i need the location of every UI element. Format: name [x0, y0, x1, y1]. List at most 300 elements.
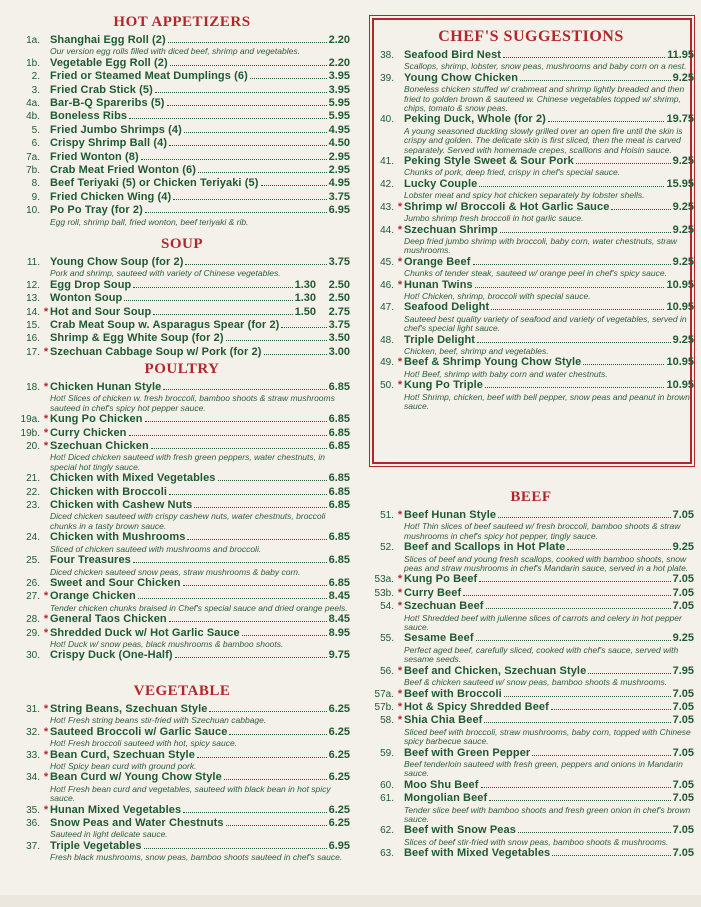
menu-item: [368, 587, 694, 600]
dot-leader: [184, 132, 327, 133]
dot-leader: [209, 711, 326, 712]
menu-item-row: [368, 573, 694, 586]
item-name: String Beans, Szechuan Style: [50, 703, 208, 715]
spicy-marker: *: [43, 613, 49, 626]
menu-item: [368, 847, 694, 860]
item-price: 7.05: [672, 778, 694, 791]
item-price: 4.95: [328, 123, 350, 136]
item-price: 7.05: [672, 586, 694, 599]
dot-leader: [281, 327, 326, 328]
item-price: 15.95: [666, 177, 694, 190]
item-name: Orange Beef: [404, 255, 471, 268]
menu-item: [368, 665, 694, 688]
menu-item-row: [14, 110, 350, 123]
dot-leader: [129, 118, 326, 119]
item-name: Chicken Hunan Style: [50, 381, 162, 393]
dot-leader: [463, 595, 670, 596]
item-name: Fried Crab Stick (5): [50, 83, 153, 96]
item-name: Shia Chia Beef: [404, 714, 483, 727]
item-name: Sesame Beef: [404, 632, 474, 645]
item-price: 6.85: [328, 472, 350, 485]
item-name: Beef with Broccoli: [404, 687, 502, 700]
menu-item-row: [14, 590, 350, 603]
item-number: 58.: [380, 715, 394, 727]
menu-item: [368, 72, 694, 114]
item-price: 3.00: [328, 345, 350, 358]
menu-item-row: [368, 632, 694, 645]
item-name: Hunan Mixed Vegetables: [50, 803, 182, 816]
item-name: Mongolian Beef: [404, 792, 488, 805]
item-price: 6.25: [328, 725, 350, 738]
menu-item: [14, 346, 350, 359]
menu-item: [368, 224, 694, 256]
menu-item: [14, 292, 350, 305]
item-description: Hot! Shredded beef with julienne slices of carrots and celery in hot pepper sauce.: [404, 612, 682, 633]
dot-leader: [498, 517, 671, 518]
item-name: Chicken with Cashew Nuts: [50, 499, 193, 512]
item-description: Slices of beef stir-fried with snow peas, bamboo shoots & mushrooms.: [404, 836, 669, 847]
menu-item-row: [14, 177, 350, 190]
menu-item: [368, 379, 694, 411]
item-number: 63.: [380, 848, 394, 860]
item-number: 7a.: [26, 151, 40, 163]
menu-item: [14, 151, 350, 164]
item-name: Fried Wonton (8): [50, 150, 139, 163]
item-price: 6.85: [328, 499, 350, 512]
item-number: 39.: [380, 72, 394, 84]
section-title: SOUP: [160, 236, 203, 252]
item-price: 9.25: [672, 632, 694, 645]
menu-item-row: [368, 824, 694, 837]
item-name: Szechuan Shrimp: [404, 223, 498, 236]
item-price: 7.05: [672, 509, 694, 521]
item-price: 2.50: [328, 292, 350, 305]
item-name: Fried or Steamed Meat Dumplings (6): [50, 70, 248, 83]
menu-item: [14, 70, 350, 83]
menu-item-row: [14, 292, 350, 305]
item-number: 38.: [380, 50, 394, 61]
spicy-marker: *: [397, 700, 403, 713]
menu-item: [14, 124, 350, 137]
item-number: 13.: [26, 293, 40, 305]
dot-leader: [226, 340, 327, 341]
item-number: 5.: [31, 124, 40, 136]
dot-leader: [153, 314, 292, 315]
item-price: 6.85: [328, 485, 350, 498]
menu-item: [14, 84, 350, 97]
menu-item-row: [14, 440, 350, 453]
spicy-marker: *: [43, 703, 49, 715]
dot-leader: [183, 585, 327, 586]
item-price: 19.75: [666, 113, 694, 126]
menu-item-row: [14, 554, 350, 567]
spicy-marker: *: [43, 626, 49, 639]
spicy-marker: *: [43, 590, 49, 603]
section-title: HOT APPETIZERS: [113, 14, 251, 30]
item-description: Tender chicken chunks braised in Chef's special sauce and dried orange peels.: [50, 602, 348, 613]
item-price: 6.25: [328, 771, 350, 784]
item-price: 6.85: [328, 413, 350, 426]
menu-item: [14, 804, 350, 817]
menu-item: [14, 332, 350, 345]
menu-item: [14, 177, 350, 190]
item-description: Slices of beef and young fresh scallops, cooked with bamboo shoots, snow peas and straw mushrooms in chef's Mandarin sauce, served in a hot plate.: [404, 553, 689, 574]
dot-leader: [155, 92, 327, 93]
dot-leader: [552, 855, 670, 856]
item-number: 55.: [380, 633, 394, 645]
dot-leader: [145, 421, 327, 422]
spicy-marker: *: [43, 803, 49, 816]
item-price: 6.85: [328, 426, 350, 439]
dot-leader: [197, 757, 327, 758]
dot-leader: [169, 621, 327, 622]
item-price-small: 1.30: [294, 278, 316, 291]
menu-item-row: [14, 204, 350, 217]
dot-leader: [138, 598, 327, 599]
vegetable-section: [14, 683, 350, 863]
item-price: 6.85: [328, 554, 350, 567]
item-name: Orange Chicken: [50, 590, 136, 603]
menu-item: [368, 714, 694, 746]
menu-item: [368, 356, 694, 379]
item-number: 1b.: [26, 57, 40, 69]
menu-item-row: [14, 306, 350, 319]
item-price: 8.45: [328, 613, 350, 626]
dot-leader: [500, 232, 671, 233]
menu-item: [368, 573, 694, 586]
menu-item-row: [368, 688, 694, 701]
menu-item: [14, 319, 350, 332]
dot-leader: [163, 389, 326, 390]
menu-item-row: [368, 301, 694, 314]
item-price: 3.75: [328, 319, 350, 332]
item-price: 9.25: [672, 71, 694, 84]
dot-leader: [532, 755, 670, 756]
menu-item-row: [14, 70, 350, 83]
menu-item: [368, 113, 694, 155]
menu-item-row: [14, 381, 350, 394]
item-name: Chicken with Broccoli: [50, 485, 168, 498]
item-number: 27.: [26, 591, 40, 603]
item-name: Boneless Ribs: [50, 110, 128, 123]
menu-item-row: [14, 427, 350, 440]
item-price: 6.95: [328, 839, 350, 852]
menu-item: [14, 256, 350, 279]
menu-item-row: [14, 164, 350, 177]
spicy-marker: *: [397, 573, 403, 586]
item-price: 6.85: [328, 381, 350, 393]
item-name: Hot and Sour Soup: [50, 305, 152, 318]
item-number: 30.: [26, 650, 40, 662]
item-number: 42.: [380, 178, 394, 190]
item-name: Sweet and Sour Chicken: [50, 576, 181, 589]
dot-leader: [477, 342, 671, 343]
item-price: 3.95: [328, 83, 350, 96]
menu-item: [14, 749, 350, 772]
menu-item-row: [368, 714, 694, 727]
item-description: Hot! Fresh broccoli sauteed with hot, spicy sauce.: [50, 738, 238, 749]
menu-item: [14, 472, 350, 485]
menu-item-row: [14, 804, 350, 817]
menu-item-row: [368, 49, 694, 62]
dot-leader: [133, 287, 292, 288]
item-number: 53b.: [374, 587, 394, 599]
item-number: 7b.: [26, 165, 40, 177]
item-price: 7.05: [672, 714, 694, 727]
item-price: 7.95: [672, 664, 694, 677]
item-name: Curry Chicken: [50, 426, 127, 439]
spicy-marker: *: [397, 687, 403, 700]
dot-leader: [518, 832, 671, 833]
item-name: Kung Po Beef: [404, 573, 478, 586]
menu-item: [14, 306, 350, 319]
dot-leader: [504, 696, 671, 697]
menu-item: [14, 110, 350, 123]
menu-item-row: [368, 178, 694, 191]
item-number: 2.: [31, 71, 40, 83]
menu-item: [14, 726, 350, 749]
item-name: Peking Duck, Whole (for 2): [404, 113, 546, 126]
dot-leader: [151, 448, 327, 449]
dot-leader: [194, 507, 326, 508]
item-number: 44.: [380, 224, 394, 236]
item-price: 6.25: [328, 817, 350, 830]
menu-item-row: [14, 749, 350, 762]
item-name: Po Po Tray (for 2): [50, 204, 143, 217]
menu-item: [14, 137, 350, 150]
item-name: Bean Curd w/ Young Chow Style: [50, 771, 222, 784]
spicy-marker: *: [43, 305, 49, 318]
item-number: 53a.: [374, 574, 394, 586]
spicy-marker: *: [397, 664, 403, 677]
item-price: 9.25: [672, 255, 694, 268]
item-number: 12.: [26, 279, 40, 291]
item-name: Shrimp & Egg White Soup (for 2): [50, 332, 224, 345]
dot-leader: [144, 848, 327, 849]
item-description: Beef tenderloin sauteed with fresh green, peppers and onions in Mandarin sauce.: [404, 758, 683, 779]
item-number: 22.: [26, 486, 40, 498]
dot-leader: [170, 65, 327, 66]
item-price: 2.95: [328, 150, 350, 163]
dot-leader: [218, 480, 327, 481]
dot-leader: [481, 787, 671, 788]
item-number: 54.: [380, 601, 394, 613]
item-price: 9.25: [672, 223, 694, 236]
item-price: 2.50: [328, 278, 350, 291]
item-description: Hot! Duck w/ snow peas, black mushrooms & bamboo shoots.: [50, 638, 284, 649]
menu-item-row: [14, 279, 350, 292]
menu-item-row: [14, 256, 350, 269]
item-price: 6.25: [328, 703, 350, 715]
dot-leader: [473, 264, 671, 265]
item-price: 4.50: [328, 137, 350, 150]
dot-leader: [479, 581, 670, 582]
item-name: Crispy Shrimp Ball (4): [50, 137, 168, 150]
item-number: 1a.: [26, 35, 40, 46]
menu-item-row: [368, 201, 694, 214]
item-name: Chicken with Mixed Vegetables: [50, 472, 216, 485]
menu-item-row: [14, 472, 350, 485]
spicy-marker: *: [397, 223, 403, 236]
menu-item-row: [14, 319, 350, 332]
item-name: Snow Peas and Water Chestnuts: [50, 817, 224, 830]
item-name: Seafood Delight: [404, 301, 490, 314]
item-number: 46.: [380, 279, 394, 291]
item-description: Chunks of tender steak, sauteed w/ orange peel in chef's spicy sauce.: [404, 268, 667, 279]
menu-item: [14, 817, 350, 840]
menu-item: [14, 279, 350, 292]
item-description: Tender slice beef with bamboo shoots and fresh green onion in chef's brown sauce.: [404, 804, 691, 824]
menu-item-row: [368, 847, 694, 860]
item-number: 33.: [26, 749, 40, 761]
item-number: 60.: [380, 779, 394, 791]
menu-item: [368, 632, 694, 664]
menu-item: [14, 577, 350, 590]
menu-item: [14, 590, 350, 613]
item-number: 8.: [31, 178, 40, 190]
menu-item-row: [368, 72, 694, 85]
menu-item: [368, 201, 694, 224]
menu-item-row: [368, 279, 694, 292]
item-name: Beef and Chicken, Szechuan Style: [404, 664, 587, 677]
menu-item: [368, 49, 694, 72]
section-title: CHEF'S SUGGESTIONS: [438, 28, 624, 45]
item-number: 23.: [26, 500, 40, 512]
menu-item-row: [14, 34, 350, 47]
dot-leader: [588, 673, 670, 674]
item-name: Young Chow Soup (for 2): [50, 256, 184, 268]
item-name: Vegetable Egg Roll (2): [50, 56, 168, 69]
item-number: 19b.: [20, 427, 40, 439]
item-description: Deep fried jumbo shrimp with broccoli, baby corn, water chestnuts, straw mushrooms.: [404, 235, 678, 256]
item-name: Beef with Snow Peas: [404, 824, 516, 837]
dot-leader: [167, 105, 327, 106]
dot-leader: [611, 209, 670, 210]
item-price: 9.25: [672, 200, 694, 213]
item-number: 35.: [26, 804, 40, 816]
item-number: 57a.: [374, 688, 394, 700]
item-name: Beef & Shrimp Young Chow Style: [404, 356, 582, 369]
item-description: Sauteed best quality variety of seafood and variety of vegetables, served in chef's special light sauce.: [404, 313, 687, 334]
menu-item: [368, 600, 694, 632]
item-price: 7.05: [672, 792, 694, 805]
item-price: 5.95: [328, 97, 350, 110]
item-number: 34.: [26, 772, 40, 784]
menu-item: [368, 792, 694, 824]
spicy-marker: *: [397, 379, 403, 392]
menu-item-row: [368, 665, 694, 678]
dot-leader: [198, 172, 327, 173]
item-price: 5.95: [328, 110, 350, 123]
menu-item: [368, 155, 694, 178]
soup-section: [14, 236, 350, 359]
menu-item-row: [14, 124, 350, 137]
item-price: 3.50: [328, 332, 350, 345]
item-price: 10.95: [666, 278, 694, 291]
spicy-marker: *: [43, 381, 49, 393]
menu-item: [14, 34, 350, 57]
chefs-suggestions-section: [368, 28, 694, 411]
item-number: 57b.: [374, 701, 394, 713]
item-number: 31.: [26, 704, 40, 715]
item-price: 2.75: [328, 305, 350, 318]
item-description: Hot! Chicken, shrimp, broccoli with special sauce.: [404, 290, 591, 301]
poultry-section: [14, 361, 350, 663]
item-description: Hot! Slices of chicken w. fresh broccoli, bamboo shoots & straw mushrooms sauteed in chef's spicy hot pepper sauce.: [50, 393, 335, 413]
item-name: Fried Jumbo Shrimps (4): [50, 123, 182, 136]
item-price: 9.25: [672, 333, 694, 346]
item-name: Szechuan Chicken: [50, 440, 149, 453]
menu-item-row: [368, 113, 694, 126]
item-number: 43.: [380, 201, 394, 213]
item-price: 9.75: [328, 649, 350, 662]
item-number: 62.: [380, 825, 394, 837]
item-description: Sauteed in light delicate sauce.: [50, 829, 168, 840]
dot-leader: [576, 163, 671, 164]
item-price: 3.95: [328, 70, 350, 83]
item-price: 6.25: [328, 748, 350, 761]
dot-leader: [124, 300, 292, 301]
menu-item-row: [14, 84, 350, 97]
spicy-marker: *: [397, 509, 403, 521]
item-name: Bar-B-Q Spareribs (5): [50, 97, 165, 110]
item-number: 61.: [380, 793, 394, 805]
item-description: Scallops, shrimp, lobster, snow peas, mushrooms and baby corn on a nest.: [404, 61, 687, 72]
item-description: Diced chicken sauteed snow peas, straw mushrooms & baby corn.: [50, 566, 301, 577]
spicy-marker: *: [397, 200, 403, 213]
page-footer: [0, 895, 701, 907]
menu-item: [14, 164, 350, 177]
dot-leader: [264, 354, 327, 355]
spicy-marker: *: [397, 255, 403, 268]
item-number: 59.: [380, 747, 394, 759]
item-name: Four Treasures: [50, 554, 131, 567]
item-number: 14.: [26, 306, 40, 318]
dot-leader: [567, 549, 670, 550]
dot-leader: [489, 800, 670, 801]
item-name: Peking Style Sweet & Sour Pork: [404, 155, 574, 168]
item-description: Jumbo shrimp fresh broccoli in hot garlic sauce.: [404, 213, 584, 224]
dot-leader: [484, 722, 670, 723]
item-name: Lucky Couple: [404, 177, 478, 190]
dot-leader: [185, 264, 326, 265]
item-number: 29.: [26, 627, 40, 639]
hot-appetizers-section: [14, 14, 350, 227]
item-number: 16.: [26, 333, 40, 345]
menu-item-row: [14, 577, 350, 590]
item-price: 6.85: [328, 440, 350, 453]
dot-leader: [479, 186, 664, 187]
item-name: Crab Meat Fried Wonton (6): [50, 164, 197, 177]
item-name: Beef Hunan Style: [404, 509, 497, 521]
menu-item-row: [368, 356, 694, 369]
dot-leader: [187, 539, 326, 540]
spicy-marker: *: [43, 725, 49, 738]
menu-item-row: [14, 840, 350, 853]
menu-item-row: [14, 627, 350, 640]
dot-leader: [503, 57, 665, 58]
item-price: 7.05: [672, 700, 694, 713]
menu-item: [368, 334, 694, 357]
menu-item-row: [368, 600, 694, 613]
item-number: 56.: [380, 665, 394, 677]
menu-item-row: [14, 332, 350, 345]
item-number: 28.: [26, 614, 40, 626]
item-description: Hot! Fresh string beans stir-fried with Szechuan cabbage.: [50, 715, 267, 726]
item-number: 51.: [380, 510, 394, 521]
menu-item: [14, 413, 350, 426]
menu-item-row: [14, 771, 350, 784]
